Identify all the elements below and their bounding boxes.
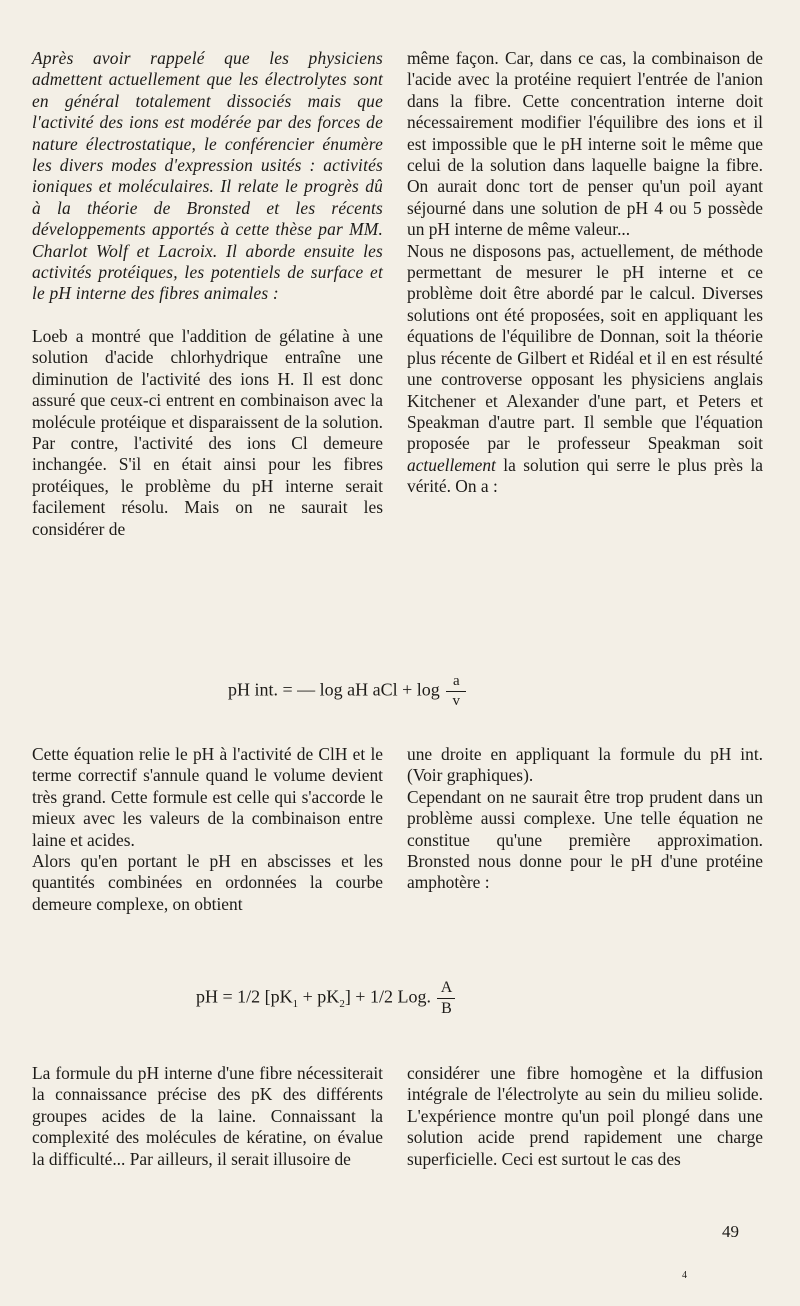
- fraction-numerator: a: [452, 673, 460, 689]
- fraction-bar: [446, 691, 466, 692]
- page-number: 49: [722, 1222, 739, 1241]
- body-paragraph: La formule du pH interne d'une fibre nécessiterait la connaissance précise des pK des différents groupes acides de la laine. Connaissant la complexité des molécules de kératine, on évalue la difficulté... Par ailleurs, il serait illusoire de: [32, 1063, 383, 1169]
- fraction-denominator: B: [441, 1000, 452, 1017]
- column-right-bottom: [407, 1063, 763, 1170]
- intro-paragraph: Après avoir rappelé que les physiciens admettent actuellement que les électrolytes sont en général totalement dissociés mais que l'activité des ions est modérée par des forces de nature électrostatique, le conférencier énumère les divers modes d'expression usités : activités ioniques et moléculaires. Il relate le progrès dû à la théorie de Bronsted et les récents développements apportés à cette thèse par MM. Charlot Wolf et Lacroix. Il aborde ensuite les activités protéiques, les potentiels de surface et le pH interne des fibres animales :: [32, 48, 383, 304]
- fraction-denominator: v: [452, 693, 461, 709]
- formula-fraction: [437, 980, 455, 1017]
- emphasis-text: actuellement: [407, 454, 496, 475]
- body-paragraph: même façon. Car, dans ce cas, la combinaison de l'acide avec la protéine requiert l'entrée de l'anion dans la fibre. Cette concentration interne doit nécessairement modifier l'équilibre des ions et il est impossible que le pH interne soit le même que celui de la solution dans laquelle baigne la fibre. On aurait donc tort de penser qu'un poil ayant séjourné dans une solution de pH 4 ou 5 possède un pH interne de même valeur...: [407, 48, 763, 240]
- formula-main: pH int. = — log aH aCl + log: [228, 679, 440, 700]
- body-paragraph: Loeb a montré que l'addition de gélatine à une solution d'acide chlorhydrique entraîne une diminution de l'activité des ions H. Il est donc assuré que ceux-ci entrent en combinaison avec la molécule protéique et disparaissent de la solution. Par contre, l'activité des ions Cl demeure inchangée. S'il en était ainsi pour les fibres protéiques, le problème du pH interne serait facilement résolu. Mais on ne saurait les considérer de: [32, 325, 383, 539]
- column-left-middle: [32, 744, 383, 915]
- formula-part: pH = 1/2 [pK: [196, 986, 293, 1007]
- formula-part: + pK: [298, 986, 340, 1007]
- body-paragraph: [407, 241, 763, 498]
- column-left-top: [32, 48, 383, 540]
- intro-summary: [32, 48, 383, 305]
- column-left-bottom: [32, 1063, 383, 1170]
- body-paragraph: considérer une fibre homogène et la diffusion intégrale de l'électrolyte au sein du milieu solide. L'expérience montre qu'un poil plongé dans une solution acide prend rapidement une charge superficielle. Ceci est surtout le cas des: [407, 1063, 763, 1169]
- fraction-numerator: A: [440, 979, 453, 996]
- fraction-bar: [437, 998, 455, 999]
- column-right-top: [407, 48, 763, 498]
- body-paragraph: Cette équation relie le pH à l'activité de ClH et le terme correctif s'annule quand le volume devient très grand. Cette formule est celle qui s'accorde le mieux avec les valeurs de la combinaison entre laine et acides.: [32, 744, 383, 850]
- text-run: la solution qui serre le plus près la vérité. On a :: [407, 454, 763, 497]
- text-run: Nous ne disposons pas, actuellement, de méthode permettant de mesurer le pH interne et ce problème doit être abordé par le calcul. Diverses solutions ont été proposées, soit en appliquant les équations de l'équilibre de Donnan, soit la théorie plus récente de Gilbert et Ridéal et il en est résulté une controverse opposant les physiciens anglais Kitchener et Alexander d'une part, et Peters et Speakman d'autre part. Il semble que l'équation proposée par le professeur Speakman soit: [407, 240, 763, 454]
- body-paragraph: Alors qu'en portant le pH en abscisses et les quantités combinées en ordonnées la courbe demeure complexe, on obtient: [32, 851, 383, 914]
- column-right-middle: [407, 744, 763, 894]
- formula-ph-internal: [228, 674, 466, 709]
- body-paragraph: Cependant on ne saurait être trop prudent dans un problème aussi complexe. Une telle équation ne constitue qu'une première approximation. Bronsted nous donne pour le pH d'une protéine amphotère :: [407, 786, 763, 893]
- formula-subscript: 1: [292, 998, 299, 1011]
- formula-subscript: 2: [339, 998, 345, 1011]
- sheet-number: 4: [682, 1270, 687, 1281]
- formula-fraction: [446, 674, 466, 709]
- body-paragraph: une droite en appliquant la formule du pH int. (Voir graphiques).: [407, 744, 763, 786]
- formula-bronsted: [196, 980, 455, 1017]
- formula-part: ] + 1/2 Log.: [344, 986, 431, 1007]
